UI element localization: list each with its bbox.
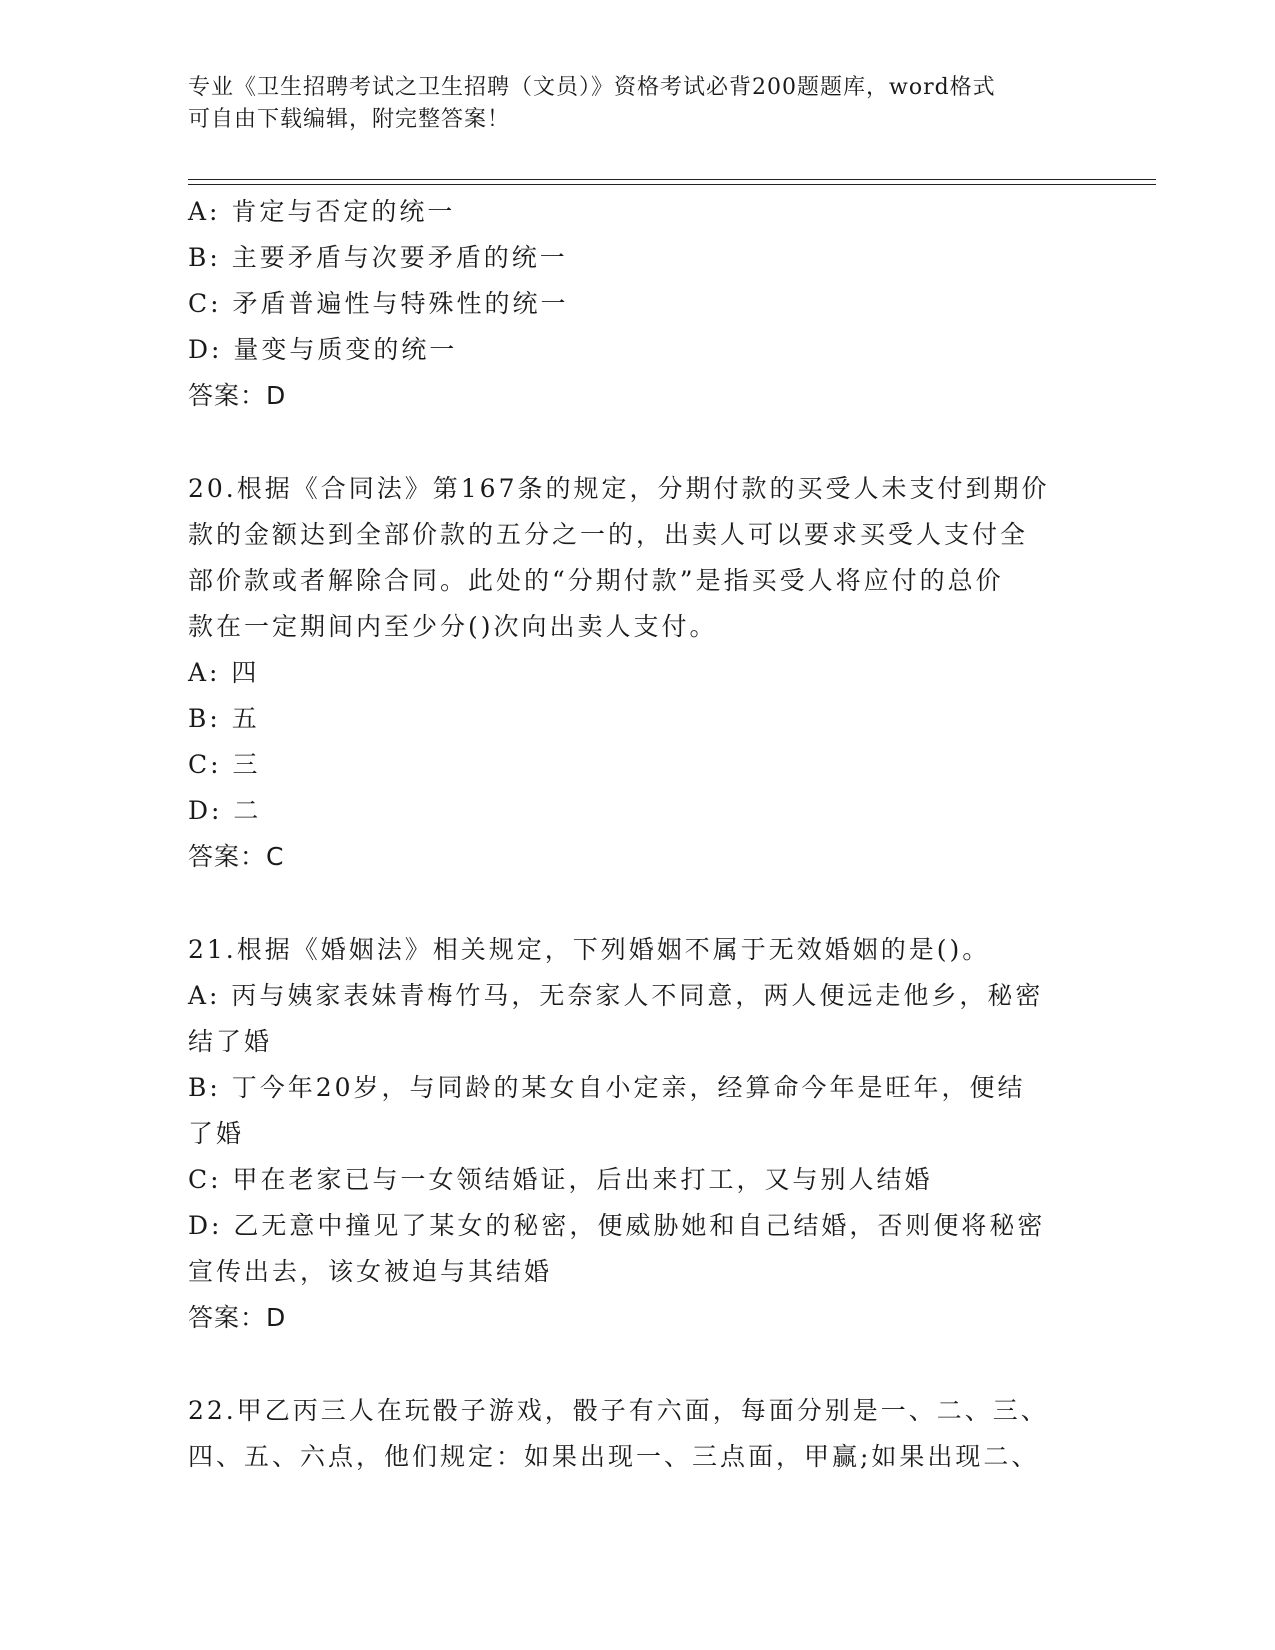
question-stem-line: 款的金额达到全部价款的五分之一的，出卖人可以要求买受人支付全	[188, 520, 1029, 549]
question-stem-line: 四、五、六点，他们规定：如果出现一、三点面，甲赢;如果出现二、	[188, 1442, 1040, 1471]
question-stem-line: 22.甲乙丙三人在玩骰子游戏，骰子有六面，每面分别是一、二、三、	[188, 1396, 1049, 1425]
answer-line: 答案：C	[188, 842, 285, 871]
option-a: A: 肯定与否定的统一	[188, 197, 456, 226]
header-line-1: 专业《卫生招聘考试之卫生招聘（文员）》资格考试必背200题题库，word格式	[188, 75, 996, 100]
option-b: B: 丁今年20岁，与同龄的某女自小定亲，经算命今年是旺年，便结	[188, 1073, 1026, 1102]
answer-line: 答案：D	[188, 1303, 287, 1332]
question-stem-line: 款在一定期间内至少分()次向出卖人支付。	[188, 612, 718, 641]
header-divider-top	[188, 179, 1156, 180]
document-body	[188, 189, 1088, 1480]
option-a: A: 丙与姨家表妹青梅竹马，无奈家人不同意，两人便远走他乡，秘密	[188, 981, 1044, 1010]
option-c: C: 三	[188, 750, 261, 779]
question-22-block	[188, 1388, 1088, 1480]
option-d: D: 量变与质变的统一	[188, 335, 458, 364]
header-line-2: 可自由下载编辑，附完整答案！	[188, 107, 511, 132]
option-c: C: 矛盾普遍性与特殊性的统一	[188, 289, 569, 318]
option-a: A: 四	[188, 658, 260, 687]
option-b: B: 主要矛盾与次要矛盾的统一	[188, 243, 568, 272]
option-d: D: 二	[188, 796, 262, 825]
question-21-block	[188, 927, 1088, 1341]
option-d-continued: 宣传出去，该女被迫与其结婚	[188, 1257, 553, 1286]
question-19-block	[188, 189, 1088, 419]
question-stem-line: 20.根据《合同法》第167条的规定，分期付款的买受人未支付到期价	[188, 474, 1050, 503]
option-b: B: 五	[188, 704, 260, 733]
question-20-block	[188, 466, 1088, 880]
question-stem-line: 21.根据《婚姻法》相关规定，下列婚姻不属于无效婚姻的是()。	[188, 935, 991, 964]
option-d: D: 乙无意中撞见了某女的秘密，便威胁她和自己结婚，否则便将秘密	[188, 1211, 1046, 1240]
question-stem-line: 部价款或者解除合同。此处的“分期付款”是指买受人将应付的总价	[188, 566, 1004, 595]
header-divider-bottom	[188, 184, 1156, 185]
document-header	[188, 72, 1068, 136]
answer-line: 答案：D	[188, 381, 287, 410]
option-a-continued: 结了婚	[188, 1027, 273, 1056]
option-c: C: 甲在老家已与一女领结婚证，后出来打工，又与别人结婚	[188, 1165, 933, 1194]
option-b-continued: 了婚	[188, 1119, 245, 1148]
